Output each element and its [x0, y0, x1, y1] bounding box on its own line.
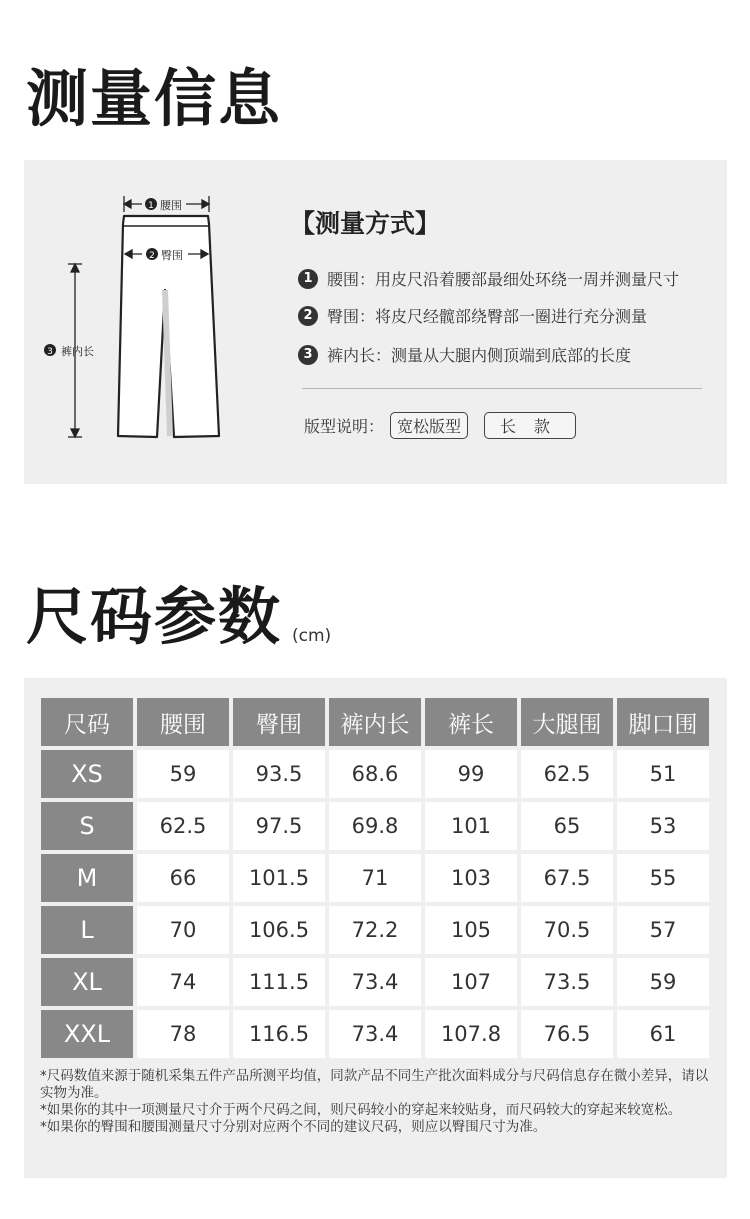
method-item — [298, 343, 631, 366]
num-badge-icon: 2 — [298, 306, 318, 326]
note-item: *如果你的臀围和腰围测量尺寸分别对应两个不同的建议尺码，则应以臀围尺寸为准。 — [40, 1119, 547, 1135]
style-label: 版型说明： — [304, 417, 385, 436]
table-cell: 55 — [617, 854, 709, 902]
waist-diagram-label: 腰围 — [160, 199, 182, 212]
size-label-cell: XS — [41, 750, 133, 798]
table-cell: 66 — [137, 854, 229, 902]
table-header-cell: 裤长 — [425, 698, 517, 746]
size-label-cell: M — [41, 854, 133, 902]
size-label-cell: L — [41, 906, 133, 954]
num-badge-icon: 3 — [298, 345, 318, 365]
note-item: *如果你的其中一项测量尺寸介于两个尺码之间，则尺码较小的穿起来较贴身，而尺码较大的穿起来较宽松。 — [40, 1102, 682, 1118]
size-label-cell: XL — [41, 958, 133, 1006]
table-cell: 74 — [137, 958, 229, 1006]
table-cell: 59 — [137, 750, 229, 798]
method-text: 腰围：用皮尺沿着腰部最细处环绕一周并测量尺寸 — [327, 270, 680, 289]
page-title-measurement: 测量信息 — [26, 62, 283, 135]
style-row — [304, 412, 576, 439]
table-header-cell: 脚口围 — [617, 698, 709, 746]
divider — [302, 388, 702, 389]
method-item — [298, 304, 647, 327]
table-cell: 65 — [521, 802, 613, 850]
table-cell: 93.5 — [233, 750, 325, 798]
table-cell: 72.2 — [329, 906, 421, 954]
table-cell: 116.5 — [233, 1010, 325, 1058]
table-cell: 101 — [425, 802, 517, 850]
hip-diagram-label: 臀围 — [161, 249, 183, 262]
table-cell: 69.8 — [329, 802, 421, 850]
table-cell: 62.5 — [521, 750, 613, 798]
table-cell: 97.5 — [233, 802, 325, 850]
table-cell: 61 — [617, 1010, 709, 1058]
unit-label: (cm) — [292, 626, 332, 646]
note-item: *尺码数值来源于随机采集五件产品所测平均值，同款产品不同生产批次面料成分与尺码信息存在微小差异，请以实物为准。 — [40, 1068, 709, 1101]
table-cell: 57 — [617, 906, 709, 954]
table-cell: 68.6 — [329, 750, 421, 798]
table-cell: 73.4 — [329, 958, 421, 1006]
svg-text:2: 2 — [149, 251, 155, 261]
table-cell: 62.5 — [137, 802, 229, 850]
table-cell: 53 — [617, 802, 709, 850]
table-cell: 103 — [425, 854, 517, 902]
method-text: 裤内长：测量从大腿内侧顶端到底部的长度 — [327, 346, 632, 365]
table-cell: 78 — [137, 1010, 229, 1058]
table-cell: 106.5 — [233, 906, 325, 954]
table-cell: 107 — [425, 958, 517, 1006]
page-title-size: 尺码参数 — [26, 580, 283, 653]
svg-text:1: 1 — [148, 201, 154, 211]
method-text: 臀围：将皮尺经髋部绕臀部一圈进行充分测量 — [327, 307, 648, 326]
notes — [40, 1068, 720, 1136]
size-table — [41, 698, 709, 1058]
size-table-panel — [24, 678, 727, 1178]
table-cell: 67.5 — [521, 854, 613, 902]
table-cell: 76.5 — [521, 1010, 613, 1058]
table-cell: 59 — [617, 958, 709, 1006]
method-item — [298, 267, 679, 290]
size-label-cell: XXL — [41, 1010, 133, 1058]
table-header-cell: 臀围 — [233, 698, 325, 746]
table-cell: 99 — [425, 750, 517, 798]
size-label-cell: S — [41, 802, 133, 850]
table-cell: 73.4 — [329, 1010, 421, 1058]
fit-tag: 宽松版型 — [390, 412, 468, 439]
table-cell: 107.8 — [425, 1010, 517, 1058]
table-header-cell: 尺码 — [41, 698, 133, 746]
table-cell: 51 — [617, 750, 709, 798]
measurement-panel — [24, 160, 727, 484]
table-header-cell: 大腿围 — [521, 698, 613, 746]
table-cell: 105 — [425, 906, 517, 954]
table-cell: 70 — [137, 906, 229, 954]
length-tag: 长款 — [484, 412, 576, 439]
table-cell: 71 — [329, 854, 421, 902]
table-cell: 101.5 — [233, 854, 325, 902]
table-header-cell: 腰围 — [137, 698, 229, 746]
table-cell: 70.5 — [521, 906, 613, 954]
inseam-diagram-label: 裤内长 — [61, 345, 94, 358]
method-title: 【测量方式】 — [290, 209, 441, 238]
svg-text:3: 3 — [47, 347, 53, 357]
table-cell: 73.5 — [521, 958, 613, 1006]
pants-diagram — [24, 160, 274, 484]
table-header-cell: 裤内长 — [329, 698, 421, 746]
table-cell: 111.5 — [233, 958, 325, 1006]
num-badge-icon: 1 — [298, 269, 318, 289]
